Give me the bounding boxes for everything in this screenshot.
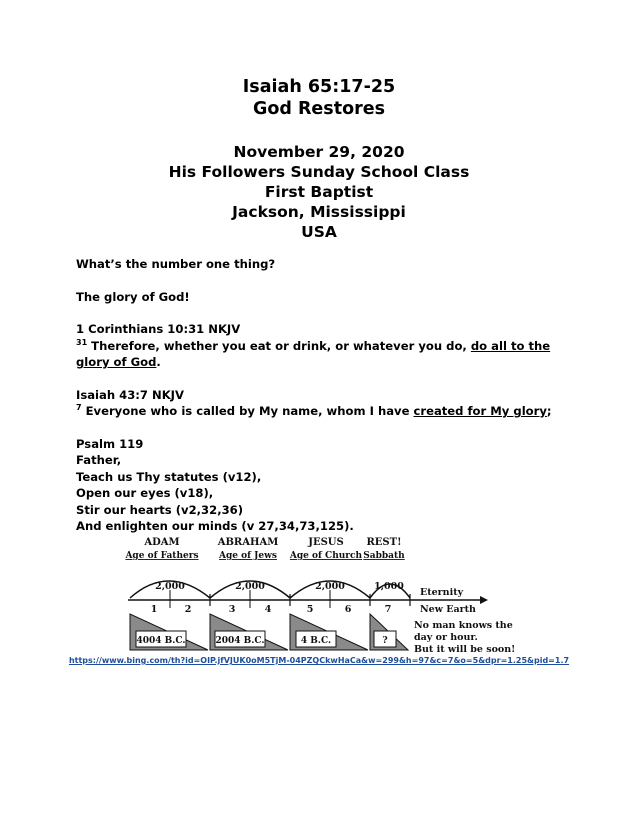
ages-timeline-diagram [118,534,518,656]
country-name: USA [301,223,337,241]
verse1-text-post: . [156,355,161,369]
era-date: 4004 B.C. [136,636,186,646]
image-source-link[interactable]: https://www.bing.com/th?id=OIP.jfVJUK0oM5TjM-04PZQCkwHaCa&w=299&h=97&c=7&o=5&dpr=1.25&pid=1.7 [68,656,570,665]
verse2-text [76,403,556,420]
millennium-number: 6 [344,604,352,615]
era-date: 2004 B.C. [215,636,265,646]
note-line: No man knows the [414,620,513,631]
millennium-number: 4 [264,604,272,615]
millennium-number: 5 [306,604,314,615]
era-name-adam: ADAM [144,537,180,548]
psalm-line: And enlighten our minds (v 27,34,73,125). [76,519,354,533]
verse2-reference: Isaiah 43:7 NKJV [76,387,184,402]
era-sub-adam: Age of Fathers [125,551,199,561]
era-span-label: 2,000 [155,581,185,592]
era-span-label: 2,000 [235,581,265,592]
millennium-number: 7 [384,604,392,615]
era-span-label: 1,000 [374,581,404,592]
era-sub-rest: Sabbath [363,551,405,561]
verse1-text-underlined: do all to the glory of God [76,338,551,369]
era-name-abraham: ABRAHAM [217,537,279,548]
psalm-line: Teach us Thy statutes (v12), [76,469,262,484]
church-name: First Baptist [264,183,374,201]
note-line: But it will be soon! [414,644,516,655]
answer-text: The glory of God! [76,289,190,304]
note-line: day or hour. [414,632,478,643]
psalm-line: Stir our hearts (v2,32,36) [76,502,244,517]
verse2-number: 7 [76,403,82,413]
millennium-number: 3 [228,604,236,615]
verse1-text [76,338,556,371]
era-sub-abraham: Age of Jews [219,551,277,561]
psalm-line: Open our eyes (v18), [76,486,214,500]
eternity-label: Eternity [420,587,464,598]
lesson-date: November 29, 2020 [233,143,405,161]
era-date: 4 B.C. [300,636,332,646]
era-name-jesus: JESUS [308,537,344,548]
psalm-line: Father, [76,453,122,467]
document-body [76,256,556,535]
verse1-reference: 1 Corinthians 10:31 NKJV [76,322,241,336]
verse1-number: 31 [76,337,88,347]
document-title [0,76,638,120]
new-earth-label: New Earth [420,604,476,615]
title-line-2: God Restores [252,99,386,119]
verse2-text-underlined: created for My glory [413,404,547,418]
class-name: His Followers Sunday School Class [168,163,470,181]
verse1-text-pre: Therefore, whether you eat or drink, or whatever you do, [87,338,471,353]
verse2-text-pre: Everyone who is called by My name, whom I have [81,404,414,418]
document-subtitle [0,142,638,242]
era-date: ? [382,636,388,646]
city-name: Jackson, Mississippi [232,203,406,221]
millennium-number: 1 [150,604,158,615]
millennium-number: 2 [184,604,192,615]
question-text: What’s the number one thing? [76,257,276,271]
era-span-label: 2,000 [315,581,345,592]
title-line-1: Isaiah 65:17-25 [242,77,396,97]
timeline-arrow-icon [480,596,488,604]
psalm-reference: Psalm 119 [76,436,144,451]
era-sub-jesus: Age of Church [289,551,363,561]
era-name-rest: REST! [366,537,402,548]
verse2-text-post: ; [546,404,552,418]
